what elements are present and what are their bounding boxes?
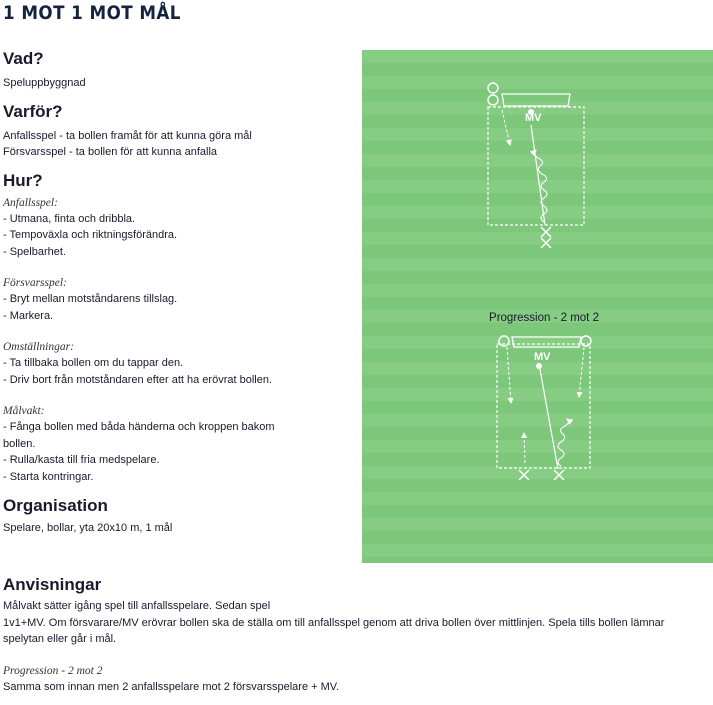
pitch-background bbox=[362, 50, 713, 563]
malvakt-line: - Starta kontringar. bbox=[3, 470, 94, 483]
anfall-line: - Tempoväxla och riktningsförändra. bbox=[3, 229, 178, 241]
vad-heading: Vad? bbox=[3, 49, 44, 68]
forsvar-label: Försvarsspel: bbox=[3, 277, 67, 289]
omst-label: Omställningar: bbox=[3, 341, 74, 353]
varfor-line: Anfallsspel - ta bollen framåt för att kunna göra mål bbox=[3, 129, 252, 142]
malvakt-line: - Fånga bollen med båda händerna och kroppen bakom bbox=[3, 421, 275, 433]
pitch-diagram bbox=[362, 50, 713, 563]
organisation-text: Spelare, bollar, yta 20x10 m, 1 mål bbox=[3, 522, 173, 534]
vad-text: Speluppbyggnad bbox=[3, 77, 86, 89]
anvisningar-line: 1v1+MV. Om försvarare/MV erövrar bollen ska de ställa om till anfallsspel genom att driva bollen över mittlinjen. Spela tills bollen lämnar bbox=[3, 616, 665, 629]
anfall-line: - Spelbarhet. bbox=[3, 245, 66, 258]
anvisningar-line: Målvakt sätter igång spel till anfallsspelare. Sedan spel bbox=[3, 600, 271, 612]
organisation-heading: Organisation bbox=[3, 496, 108, 515]
gk-label: MV bbox=[534, 351, 551, 363]
anvisningar-heading: Anvisningar bbox=[3, 575, 102, 594]
varfor-line: Försvarsspel - ta bollen för att kunna anfalla bbox=[3, 146, 218, 158]
progression-text: Samma som innan men 2 anfallsspelare mot 2 försvarsspelare + MV. bbox=[3, 680, 340, 693]
gk-label: MV bbox=[525, 112, 542, 124]
omst-line: - Driv bort från motståndaren efter att ha erövrat bollen. bbox=[3, 373, 273, 386]
page-title: 1 MOT 1 MOT MÅL bbox=[3, 2, 181, 24]
malvakt-line: - Rulla/kasta till fria medspelare. bbox=[3, 454, 160, 466]
forsvar-line: - Markera. bbox=[3, 309, 54, 322]
malvakt-label: Målvakt: bbox=[3, 405, 45, 417]
anfall-line: - Utmana, finta och dribbla. bbox=[3, 212, 136, 225]
varfor-heading: Varför? bbox=[3, 101, 63, 121]
anvisningar-section bbox=[3, 574, 708, 695]
forsvar-line: - Bryt mellan motståndarens tillslag. bbox=[3, 293, 178, 305]
anvisningar-line: spelytan eller går i mål. bbox=[3, 633, 117, 645]
goalkeeper-dot bbox=[536, 363, 542, 369]
hur-heading: Hur? bbox=[3, 170, 43, 190]
progression-label: Progression - 2 mot 2 bbox=[3, 664, 103, 677]
anfall-label: Anfallsspel: bbox=[3, 196, 58, 209]
left-column bbox=[3, 48, 355, 537]
progression-title: Progression - 2 mot 2 bbox=[489, 312, 599, 324]
malvakt-line: bollen. bbox=[3, 437, 36, 450]
omst-line: - Ta tillbaka bollen om du tappar den. bbox=[3, 357, 184, 369]
